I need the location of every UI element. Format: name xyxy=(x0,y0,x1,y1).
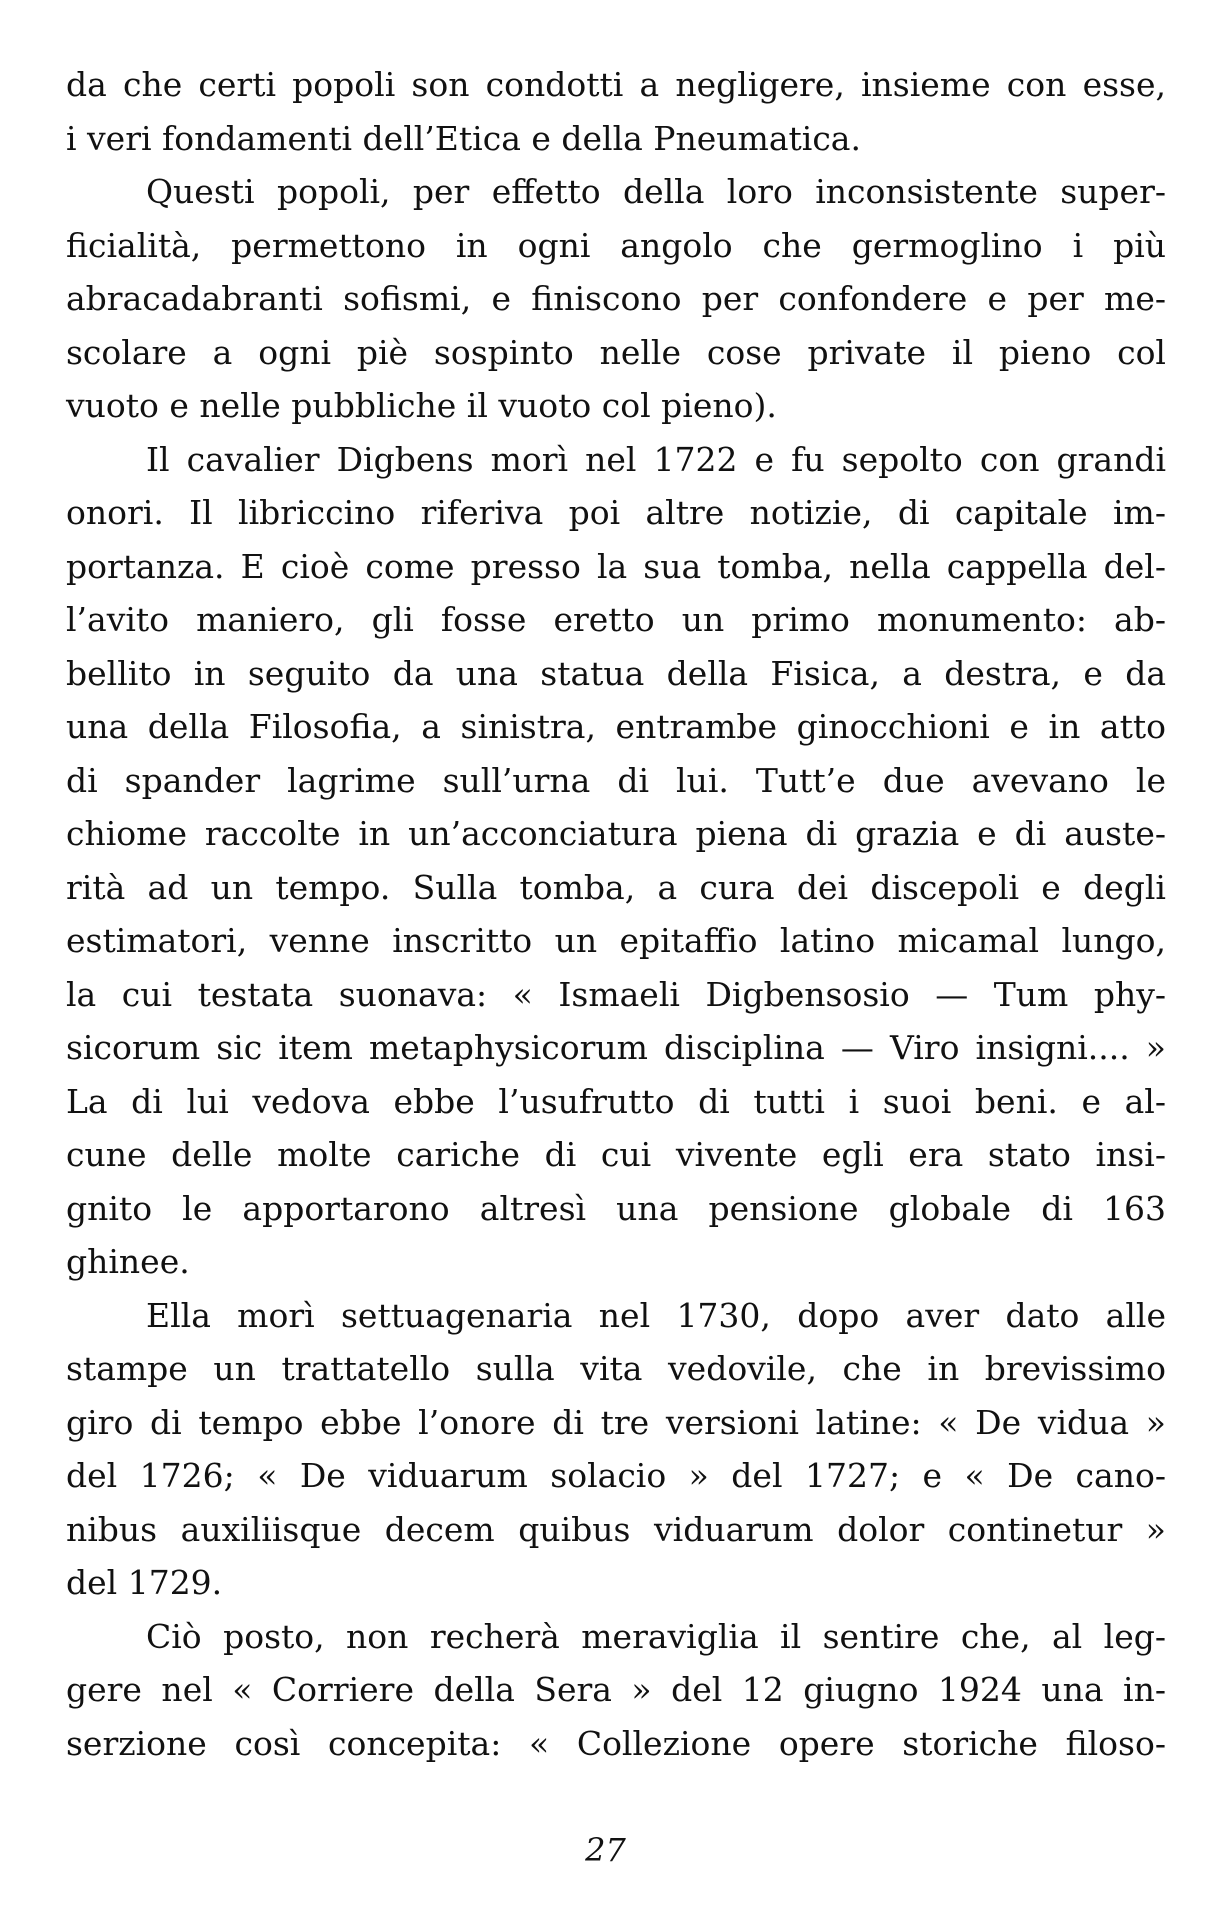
text-line: gnito le apportarono altresì una pensione globale di 163 xyxy=(66,1188,1166,1228)
text-line: del 1726; « De viduarum solacio » del 1727; e « De cano- xyxy=(66,1456,1166,1495)
text-line: chiome raccolte in un’acconciatura piena di grazia e di auste- xyxy=(66,814,1166,853)
text-line: i veri fondamenti dell’Etica e della Pneumatica. xyxy=(66,118,861,158)
text-line: serzione così concepita: « Collezione opere storiche filoso- xyxy=(66,1723,1166,1763)
text-line: di spander lagrime sull’urna di lui. Tutt’e due avevano le xyxy=(66,760,1166,800)
text-line: vuoto e nelle pubbliche il vuoto col pieno). xyxy=(66,386,777,425)
text-line: scolare a ogni piè sospinto nelle cose private il pieno col xyxy=(66,332,1166,372)
text-line: Questi popoli, per effetto della loro inconsistente super- xyxy=(146,172,1166,211)
text-line: Il cavalier Digbens morì nel 1722 e fu sepolto con grandi xyxy=(146,439,1166,479)
text-line: Ella morì settuagenaria nel 1730, dopo aver dato alle xyxy=(146,1295,1166,1335)
text-line: nibus auxiliisque decem quibus viduarum dolor continetur » xyxy=(66,1509,1166,1549)
text-line: bellito in seguito da una statua della Fisica, a destra, e da xyxy=(66,653,1166,693)
text-line: gere nel « Corriere della Sera » del 12 giugno 1924 una in- xyxy=(66,1670,1166,1709)
text-line: stampe un trattatello sulla vita vedovile, che in brevissimo xyxy=(66,1349,1166,1388)
text-line: del 1729. xyxy=(66,1563,223,1602)
page-body xyxy=(66,58,1166,1770)
text-line: la cui testata suonava: « Ismaeli Digbensosio — Tum phy- xyxy=(66,974,1166,1014)
text-line: sicorum sic item metaphysicorum disciplina — Viro insigni.... » xyxy=(66,1028,1166,1067)
text-line: l’avito maniero, gli fosse eretto un primo monumento: ab- xyxy=(66,600,1166,639)
text-line: Ciò posto, non recherà meraviglia il sentire che, al leg- xyxy=(146,1616,1166,1656)
text-line: cune delle molte cariche di cui vivente egli era stato insi- xyxy=(66,1135,1166,1174)
text-line: ficialità, permettono in ogni angolo che germoglino i più xyxy=(66,225,1166,265)
page-number: 27 xyxy=(585,1831,626,1869)
text-line: una della Filosofia, a sinistra, entrambe ginocchioni e in atto xyxy=(66,707,1166,746)
text-line: ghinee. xyxy=(66,1242,190,1281)
text-line: da che certi popoli son condotti a negligere, insieme con esse, xyxy=(66,65,1166,104)
text-line: estimatori, venne inscritto un epitaffio latino micamal lungo, xyxy=(66,921,1166,960)
text-line: abracadabranti sofismi, e finiscono per confondere e per me- xyxy=(66,279,1166,318)
text-line: La di lui vedova ebbe l’usufrutto di tutti i suoi beni. e al- xyxy=(66,1081,1166,1121)
text-line: giro di tempo ebbe l’onore di tre versioni latine: « De vidua » xyxy=(66,1402,1166,1442)
text-line: rità ad un tempo. Sulla tomba, a cura dei discepoli e degli xyxy=(66,867,1166,907)
text-line: onori. Il libriccino riferiva poi altre notizie, di capitale im- xyxy=(66,493,1166,532)
text-line: portanza. E cioè come presso la sua tomba, nella cappella del- xyxy=(66,546,1166,586)
